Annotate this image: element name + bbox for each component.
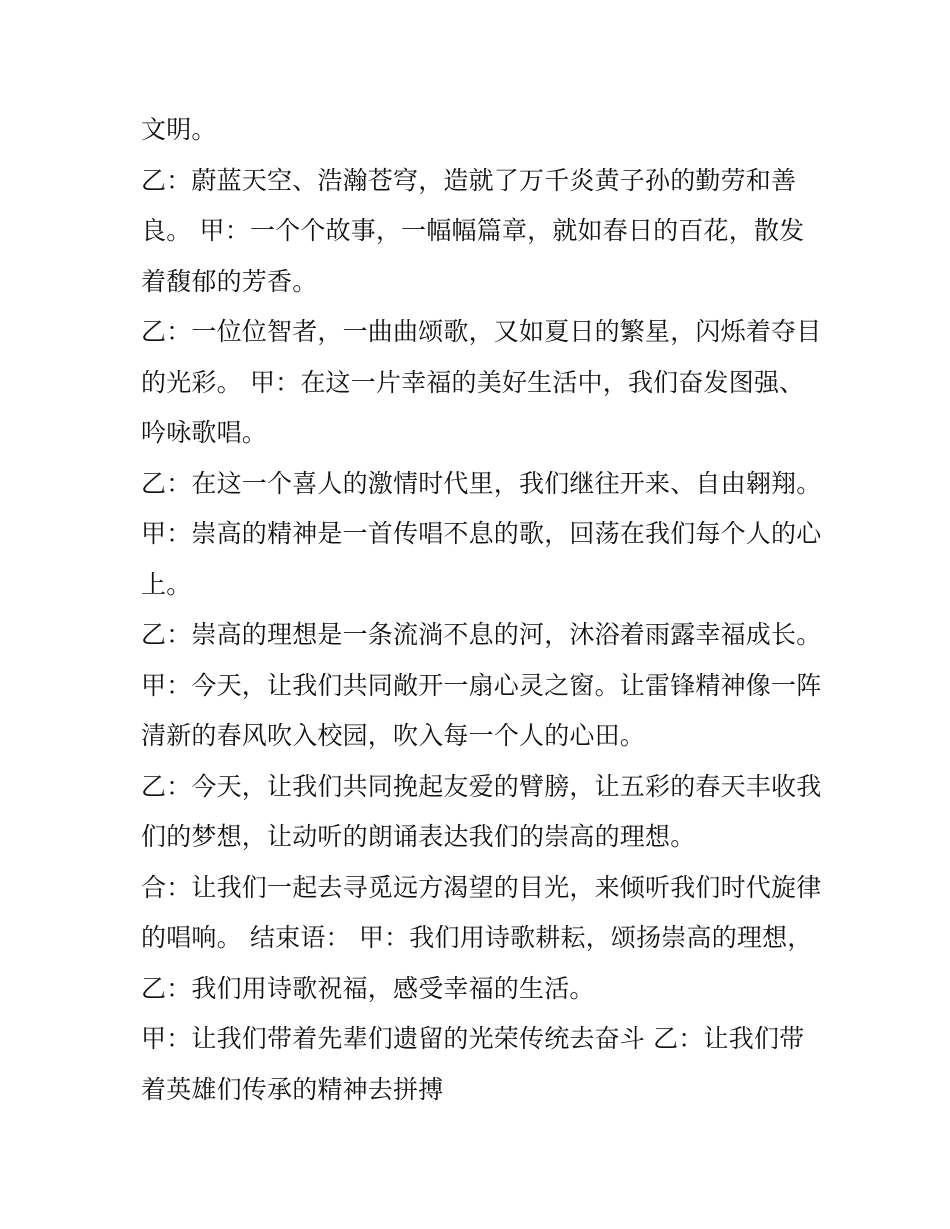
text-line: 吟咏歌唱。 [141, 418, 268, 447]
text-line: 乙：在这一个喜人的激情时代里，我们继往开来、自由翱翔。 [141, 468, 822, 498]
text-line: 合：让我们一起去寻觅远方渴望的目光，来倾听我们时代旋律 [141, 872, 822, 902]
text-line: 的光彩。 甲：在这一片幸福的美好生活中，我们奋发图强、 [141, 367, 805, 397]
text-line: 的唱响。 结束语： 甲：我们用诗歌耕耘，颂扬崇高的理想， [141, 923, 813, 952]
text-line: 乙：今天，让我们共同挽起友爱的臂膀，让五彩的春天丰收我 [141, 771, 822, 801]
text-line: 良。 甲：一个个故事，一幅幅篇章，就如春日的百花，散发 [141, 216, 805, 245]
text-line: 着馥郁的芳香。 [141, 266, 318, 296]
text-line: 乙：一位位智者，一曲曲颂歌，又如夏日的繁星，闪烁着夺目 [141, 317, 822, 346]
text-line: 上。 [141, 569, 192, 599]
document-body [141, 110, 821, 1120]
text-line: 乙：蔚蓝天空、浩瀚苍穹，造就了万千炎黄子孙的勤劳和善 [141, 165, 797, 195]
text-line: 文明。 [141, 115, 217, 144]
text-line: 们的梦想，让动听的朗诵表达我们的崇高的理想。 [141, 822, 696, 851]
text-line: 乙：崇高的理想是一条流淌不息的河，沐浴着雨露幸福成长。 [141, 620, 822, 649]
text-line: 清新的春风吹入校园，吹入每一个人的心田。 [141, 721, 646, 750]
text-line: 甲：让我们带着先辈们遗留的光荣传统去奋斗 乙：让我们带 [141, 1024, 805, 1053]
text-line: 甲：崇高的精神是一首传唱不息的歌，回荡在我们每个人的心 [141, 519, 822, 548]
text-line: 着英雄们传承的精神去拼搏 [141, 1074, 444, 1104]
text-line: 甲：今天，让我们共同敞开一扇心灵之窗。让雷锋精神像一阵 [141, 670, 822, 700]
text-line: 乙：我们用诗歌祝福，感受幸福的生活。 [141, 973, 595, 1003]
